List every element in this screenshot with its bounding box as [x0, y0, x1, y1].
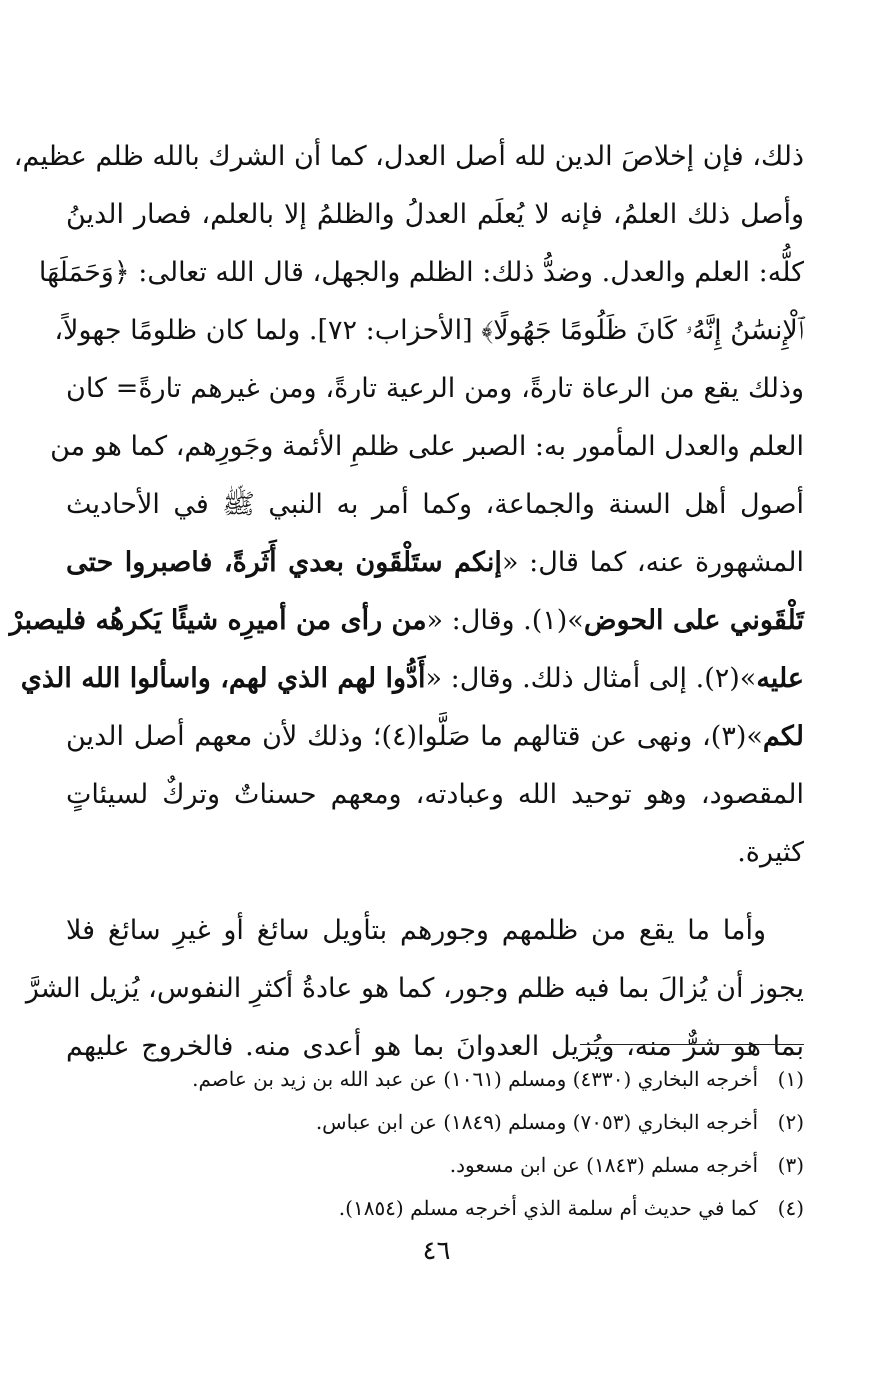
- text-segment: المشهورة عنه، كما قال: «: [501, 547, 804, 578]
- page-number: ٤٦: [422, 1236, 451, 1266]
- text-line: وأصل ذلك العلمُ، فإنه لا يُعلَم العدلُ والظلمُ إلا بالعلم، فصار الدينُ: [66, 199, 804, 230]
- main-text: [9, 128, 804, 1076]
- text-segment: »(٣)، ونهى عن قتالهم ما صَلَّوا(٤)؛ وذلك لأن معهم أصل الدين: [66, 721, 763, 752]
- footnote-text: أخرجه مسلم (١٨٤٣) عن ابن مسعود.: [449, 1153, 758, 1177]
- text-segment: »(٢). إلى أمثال ذلك. وقال: «: [425, 663, 757, 694]
- footnote: [66, 1144, 804, 1187]
- text-line: العلم والعدل المأمور به: الصبر على ظلمِ الأئمة وجَورِهم، كما هو من: [50, 431, 804, 462]
- hadith-quote: من رأى من أميرِه شيئًا يَكرهُه فليصبرْ: [9, 605, 427, 636]
- text-line: ٱلْإِنسَٰنُ إِنَّهُۥ كَانَ ظَلُومًا جَهُولًا﴾ [الأحزاب: ٧٢]. ولما كان ظلومًا جهولاً،: [54, 315, 804, 346]
- text-line: وأما ما يقع من ظلمهم وجورهم بتأويل سائغ أو غيرِ سائغ فلا: [66, 915, 766, 946]
- text-line: [66, 708, 804, 766]
- text-line: كلُّه: العلم والعدل. وضدُّ ذلك: الظلم والجهل، قال الله تعالى: ﴿وَحَمَلَهَا: [38, 257, 804, 288]
- footnote-divider: [580, 1044, 804, 1045]
- text-line: [20, 650, 804, 708]
- footnote-number: (٤): [777, 1196, 804, 1220]
- hadith-quote: لكم: [762, 721, 804, 752]
- footnotes: [66, 1058, 804, 1230]
- footnote-number: (١): [777, 1067, 804, 1091]
- text-line: يجوز أن يُزالَ بما فيه ظلم وجور، كما هو عادةُ أكثرِ النفوس، يُزيل الشرَّ: [25, 973, 804, 1004]
- text-line: كثيرة.: [737, 837, 804, 868]
- hadith-quote: أَدُّوا لهم الذي لهم، واسألوا الله الذي: [20, 663, 426, 694]
- text-line: وذلك يقع من الرعاة تارةً، ومن الرعية تارةً، ومن غيرهم تارةً= كان: [66, 373, 804, 404]
- hadith-quote: عليه: [756, 663, 804, 694]
- footnote-text: كما في حديث أم سلمة الذي أخرجه مسلم (١٨٥٤).: [338, 1196, 758, 1220]
- footnote: [66, 1058, 804, 1101]
- footnote-number: (٣): [777, 1153, 804, 1177]
- footnote: [66, 1101, 804, 1144]
- footnote-text: أخرجه البخاري (٧٠٥٣) ومسلم (١٨٤٩) عن ابن عباس.: [315, 1110, 758, 1134]
- text-line: [9, 592, 804, 650]
- text-line: أصول أهل السنة والجماعة، وكما أمر به النبي ﷺ في الأحاديث: [66, 489, 804, 520]
- text-line: [66, 534, 804, 592]
- text-line: ذلك، فإن إخلاصَ الدين لله أصل العدل، كما أن الشرك بالله ظلم عظيم،: [13, 141, 804, 172]
- footnote-text: أخرجه البخاري (٤٣٣٠) ومسلم (١٠٦١) عن عبد الله بن زيد بن عاصم.: [192, 1067, 758, 1091]
- text-line: المقصود، وهو توحيد الله وعبادته، ومعهم حسناتٌ وتركٌ لسيئاتٍ: [66, 779, 804, 810]
- hadith-quote: إنكم ستَلْقَون بعدي أَثَرةً، فاصبروا حتى: [66, 547, 502, 578]
- footnote-number: (٢): [777, 1110, 804, 1134]
- text-segment: »(١). وقال: «: [426, 605, 584, 636]
- text-line: بما هو شرٌّ منه، ويُزيل العدوانَ بما هو أعدى منه. فالخروج عليهم: [66, 1031, 804, 1062]
- hadith-quote: تَلْقَوني على الحوض: [583, 605, 804, 636]
- footnote: [66, 1187, 804, 1230]
